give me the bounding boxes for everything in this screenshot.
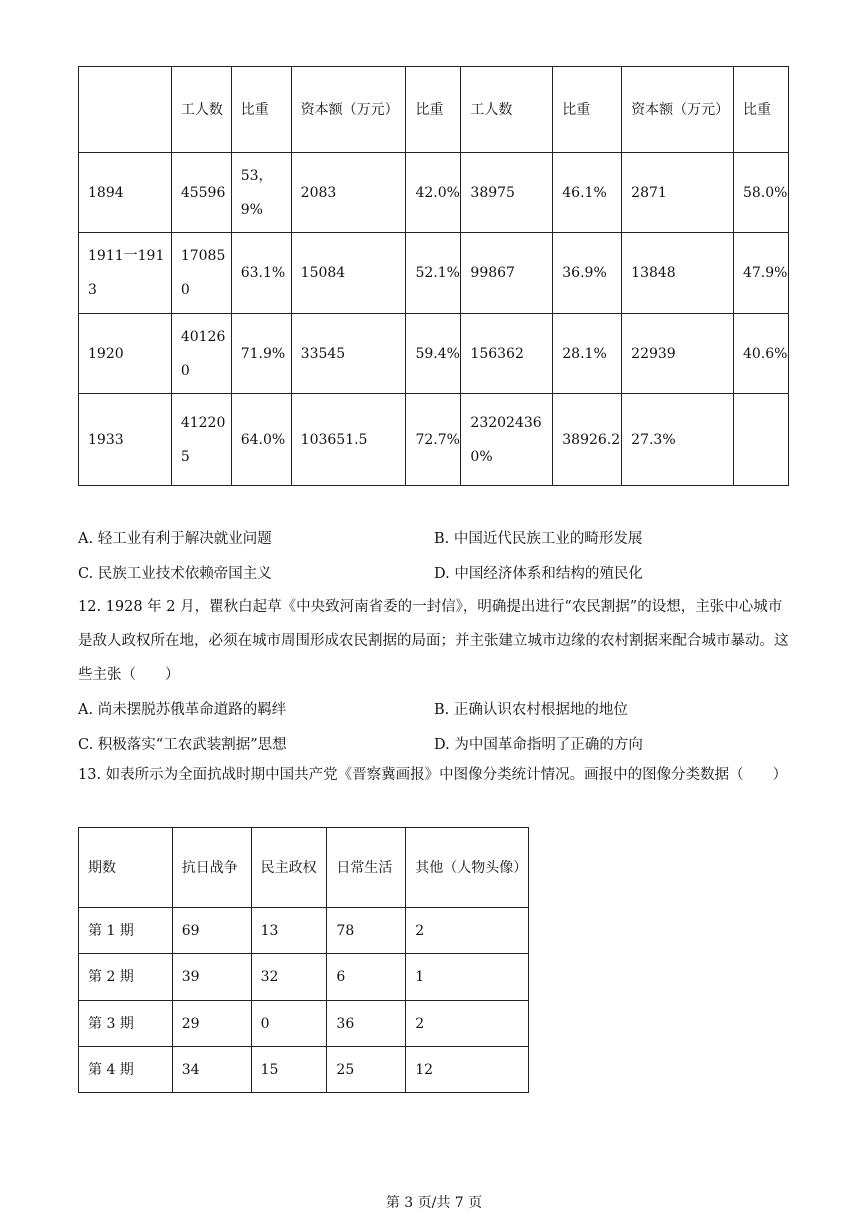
table-cell: 69: [172, 908, 251, 954]
industry-statistics-table: [78, 66, 789, 486]
table-cell: 15: [251, 1047, 327, 1093]
table-cell: 72.7%: [406, 394, 461, 486]
table-cell: 27.3%: [622, 394, 734, 486]
table-cell: 第 1 期: [79, 908, 173, 954]
table-cell: 34: [172, 1047, 251, 1093]
header-cell: 其他（人物头像）: [406, 828, 529, 908]
table-cell: 45596: [171, 153, 231, 233]
header-cell: 抗日战争: [172, 828, 251, 908]
table-cell: 13848: [622, 233, 734, 314]
table-cell: 52.1%: [406, 233, 461, 314]
table-cell: 39: [172, 954, 251, 1001]
table-cell: 64.0%: [231, 394, 291, 486]
table-cell: 2: [406, 1001, 529, 1047]
table-row: [79, 908, 529, 954]
table-cell: 1933: [79, 394, 172, 486]
table-cell: 32: [251, 954, 327, 1001]
table-cell: 59.4%: [406, 314, 461, 394]
table-row: [79, 1047, 529, 1093]
table-header-row: [79, 67, 789, 153]
table-cell: 12: [406, 1047, 529, 1093]
q13-stem: 13. 如表所示为全面抗战时期中国共产党《晋察冀画报》中图像分类统计情况。画报中的图像分类数据（ ）: [78, 767, 788, 783]
table-cell: 36: [327, 1001, 406, 1047]
table-cell: 63.1%: [231, 233, 291, 314]
table-cell: 1920: [79, 314, 172, 394]
table-cell: 15084: [291, 233, 406, 314]
table-row: [79, 1001, 529, 1047]
table-cell: 99867: [461, 233, 553, 314]
table-cell: 170850: [171, 233, 231, 314]
table-cell: 42.0%: [406, 153, 461, 233]
header-cell: 资本额（万元）: [291, 67, 406, 153]
table-cell: 22939: [622, 314, 734, 394]
header-cell: 比重: [553, 67, 622, 153]
table-cell: 第 3 期: [79, 1001, 173, 1047]
table-row: [79, 314, 789, 394]
pictorial-classification-table: [78, 827, 529, 1093]
q11-option-d[interactable]: D. 中国经济体系和结构的殖民化: [434, 566, 643, 582]
table-cell: 40.6%: [733, 314, 788, 394]
header-cell: 工人数: [461, 67, 553, 153]
q11-option-b[interactable]: B. 中国近代民族工业的畸形发展: [434, 531, 643, 547]
table-cell: 1894: [79, 153, 172, 233]
table-cell: 33545: [291, 314, 406, 394]
header-cell: 民主政权: [251, 828, 327, 908]
table-cell: 2083: [291, 153, 406, 233]
table-row: [79, 954, 529, 1001]
table-cell: [733, 394, 788, 486]
table-row: [79, 233, 789, 314]
table-header-row: [79, 828, 529, 908]
table-cell: 29: [172, 1001, 251, 1047]
header-cell: [79, 67, 172, 153]
page-footer: 第 3 页/共 7 页: [385, 1195, 483, 1211]
q11-option-c[interactable]: C. 民族工业技术依赖帝国主义: [78, 566, 272, 582]
q12-option-b[interactable]: B. 正确认识农村根据地的地位: [434, 702, 628, 718]
table-cell: 71.9%: [231, 314, 291, 394]
q12-option-a[interactable]: A. 尚未摆脱苏俄革命道路的羁绊: [78, 702, 287, 718]
table-cell: 0: [251, 1001, 327, 1047]
header-cell: 工人数: [171, 67, 231, 153]
header-cell: 比重: [733, 67, 788, 153]
header-cell: 比重: [231, 67, 291, 153]
table-cell: 53，9%: [231, 153, 291, 233]
table-row: [79, 394, 789, 486]
header-cell: 比重: [406, 67, 461, 153]
table-cell: 38926.2: [553, 394, 622, 486]
table-cell: 6: [327, 954, 406, 1001]
table-cell: 103651.5: [291, 394, 406, 486]
table-cell: 78: [327, 908, 406, 954]
table-cell: 47.9%: [733, 233, 788, 314]
table-cell: 38975: [461, 153, 553, 233]
table-cell: 13: [251, 908, 327, 954]
table-cell: 25: [327, 1047, 406, 1093]
table-cell: 412205: [171, 394, 231, 486]
table-cell: 第 4 期: [79, 1047, 173, 1093]
table-cell: 2: [406, 908, 529, 954]
table-cell: 2871: [622, 153, 734, 233]
table-cell: 156362: [461, 314, 553, 394]
table-cell: 36.9%: [553, 233, 622, 314]
table-cell: 46.1%: [553, 153, 622, 233]
table-cell: 1: [406, 954, 529, 1001]
table-cell: 58.0%: [733, 153, 788, 233]
table-cell: 28.1%: [553, 314, 622, 394]
q12-option-c[interactable]: C. 积极落实“工农武装割据”思想: [78, 737, 287, 753]
header-cell: 期数: [79, 828, 173, 908]
q11-option-a[interactable]: A. 轻工业有利于解决就业问题: [78, 531, 272, 547]
table-cell: 401260: [171, 314, 231, 394]
q12-stem: 12. 1928 年 2 月，瞿秋白起草《中央致河南省委的一封信》，明确提出进行“农民割据”的设想，主张中心城市是敌人政权所在地，必须在城市周围形成农民割据的局面；并主张建立城市边缘的农村割据来配合城市暴动。这些主张（ ）: [78, 599, 789, 683]
header-cell: 资本额（万元）: [622, 67, 734, 153]
table-cell: 第 2 期: [79, 954, 173, 1001]
table-row: [79, 153, 789, 233]
table-cell: 1911一1913: [79, 233, 172, 314]
header-cell: 日常生活: [327, 828, 406, 908]
table-cell: 232024360%: [461, 394, 553, 486]
q12-option-d[interactable]: D. 为中国革命指明了正确的方向: [434, 737, 643, 753]
